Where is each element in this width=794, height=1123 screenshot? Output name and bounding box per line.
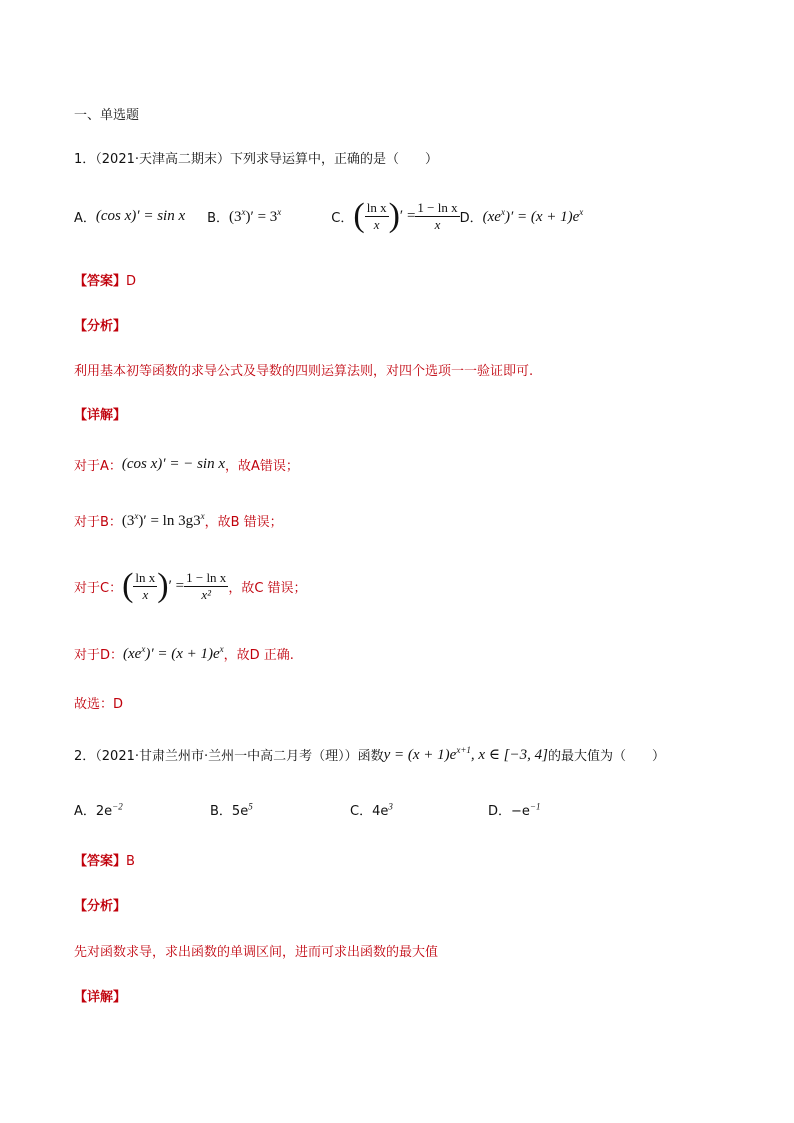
q2-option-a: A．$2e^{-2}$ [74,801,123,819]
q1-detail-b: 对于B： $(3^x)' = \ln 3g3^x$ ，故B 错误； [74,510,283,530]
q1-option-a-expr: (cos x)′ = sin x [95,207,186,224]
q1-option-d-expr: $(xe^x)' = (x + 1)e^x$ [482,206,584,225]
q1-option-b-label: B． [207,210,230,226]
q1-answer: 【答案】D [74,274,137,289]
q1-option-c-fraction: $\frac{\text{ln x}}{x}$ [366,199,387,232]
q1-option-b-expr: $(3^x)' = 3^x$ [229,206,282,225]
question-2-stem: 2．（2021·甘肃兰州市·兰州一中高二月考（理））函数 $y = (x + 1)e^{x+1}$, x ∈ [−3, 4] 的最大值为（ ） [74,744,665,764]
q1-option-c-rhs-fraction: $\frac{\text{1 − ln x}}{x}$ [417,199,458,232]
q2-answer: 【答案】B [74,854,135,869]
q1-conclusion: 故选：D [74,697,124,712]
q1-analysis-text: 利用基本初等函数的求导公式及导数的四则运算法则，对四个选项一一验证即可. [74,364,534,379]
q2-option-c: C．$4e^3$ [350,801,393,819]
q2-detail-tag: 【详解】 [74,990,127,1005]
q1-detail-d: 对于D： $(xe^x)' = (x + 1)e^x$ ，故D 正确. [74,643,294,663]
q1-detail-a: 对于A： (cos x)′ = − sin x ，故A错误； [74,455,299,474]
q1-analysis-tag: 【分析】 [74,319,127,334]
q2-option-b: B．$5e^5$ [210,801,253,819]
q2-analysis-text: 先对函数求导，求出函数的单调区间，进而可求出函数的最大值 [74,945,439,960]
question-1-options: A． (cos x)′ = sin x B． $(3^x)' = 3^x$ C． ( $\frac{\text{ln x}}{x}$ ) ′ = $\frac{\text{1 − ln x}}{x}$ D． $(xe^x)' = (x + 1)e^x$ [74,197,584,234]
q1-option-c-label: C． [331,210,354,226]
q2-analysis-tag: 【分析】 [74,899,127,914]
q2-option-d: D．$-e^{-1}$ [488,801,541,819]
q1-option-a-label: A． [74,210,96,226]
q1-detail-c: 对于C： ( $\frac{\text{ln x}}{x}$ ) ′ = $\frac{\text{1 − ln x}}{\text{x²}}$ ，故C 错误； [74,567,307,604]
question-1-stem: 1．（2021·天津高二期末）下列求导运算中，正确的是（ ） [74,152,438,167]
q1-detail-tag: 【详解】 [74,408,127,423]
question-2-options [74,797,540,821]
section-title: 一、单选题 [74,108,140,123]
q1-option-d-label: D． [459,210,483,226]
